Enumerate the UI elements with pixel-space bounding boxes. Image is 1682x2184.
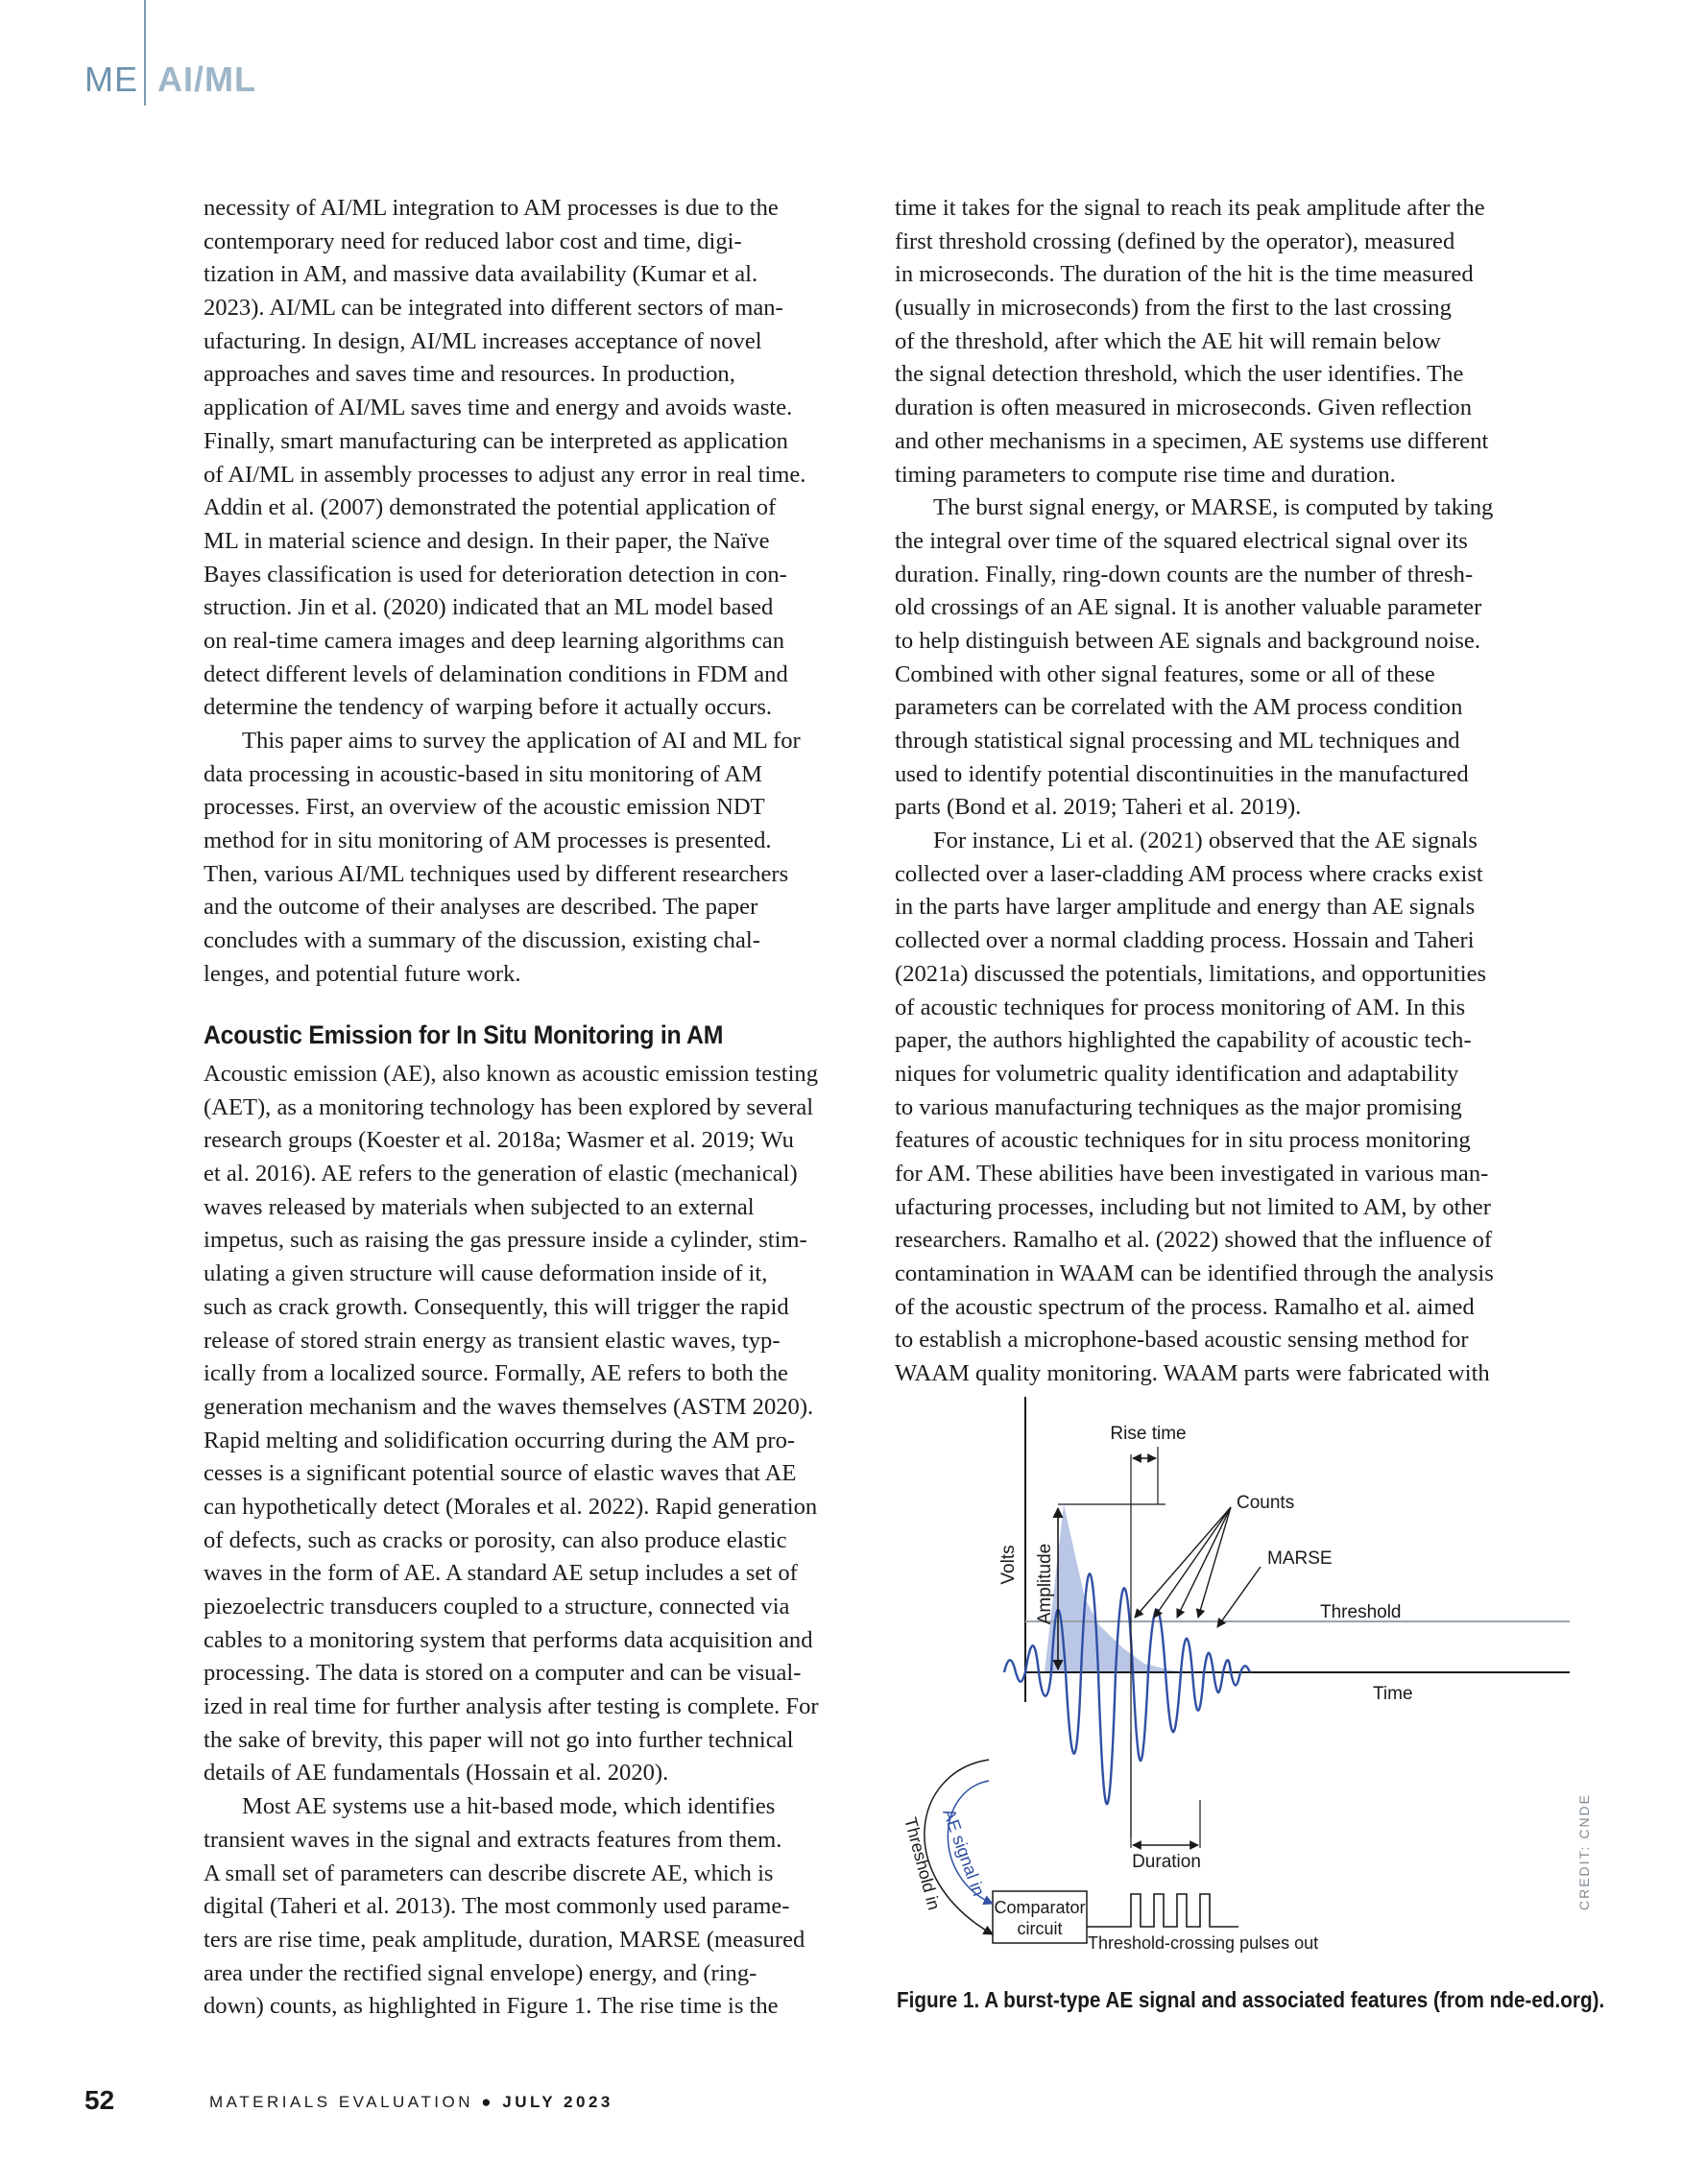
text-line: struction. Jin et al. (2020) indicated that an ML model based	[204, 594, 774, 621]
text-line: method for in situ monitoring of AM processes is presented.	[204, 828, 772, 854]
text-line: timing parameters to compute rise time and duration.	[895, 461, 1396, 488]
right-paragraph-3	[895, 825, 1567, 1391]
text-line: niques for volumetric quality identification and adaptability	[895, 1060, 1459, 1087]
text-line: details of AE fundamentals (Hossain et al. 2020).	[204, 1760, 669, 1787]
text-line: parts (Bond et al. 2019; Taheri et al. 2019).	[895, 794, 1302, 821]
text-line: such as crack growth. Consequently, this will trigger the rapid	[204, 1293, 789, 1320]
label-marse: MARSE	[1267, 1548, 1333, 1569]
text-line: ters are rise time, peak amplitude, duration, MARSE (measured	[204, 1926, 805, 1953]
text-line: necessity of AI/ML integration to AM processes is due to the	[204, 195, 779, 221]
text-line: ized in real time for further analysis after testing is complete. For	[204, 1693, 819, 1720]
text-line: old crossings of an AE signal. It is another valuable parameter	[895, 594, 1482, 621]
text-line: waves in the form of AE. A standard AE setup includes a set of	[204, 1560, 798, 1587]
text-line: This paper aims to survey the application of AI and ML for	[242, 728, 801, 754]
text-line: processing. The data is stored on a computer and can be visual-	[204, 1660, 802, 1687]
text-line: to help distinguish between AE signals and background noise.	[895, 627, 1480, 654]
text-line: (usually in microseconds) from the first to the last crossing	[895, 295, 1452, 322]
label-comparator-line2: circuit	[1017, 1919, 1063, 1938]
text-line: collected over a laser-cladding AM process where cracks exist	[895, 860, 1483, 887]
text-line: of the acoustic spectrum of the process. Ramalho et al. aimed	[895, 1293, 1475, 1320]
text-line: (2021a) discussed the potentials, limitations, and opportunities	[895, 960, 1487, 987]
text-line: ufacturing. In design, AI/ML increases acceptance of novel	[204, 327, 762, 354]
text-line: The burst signal energy, or MARSE, is computed by taking	[933, 494, 1494, 521]
text-line: A small set of parameters can describe discrete AE, which is	[204, 1860, 774, 1886]
text-line: digital (Taheri et al. 2013). The most commonly used parame-	[204, 1893, 790, 1920]
text-line: contamination in WAAM can be identified through the analysis	[895, 1260, 1494, 1286]
text-line: to various manufacturing techniques as the major promising	[895, 1093, 1462, 1120]
text-line: can hypothetically detect (Morales et al. 2022). Rapid generation	[204, 1493, 818, 1520]
text-line: of the threshold, after which the AE hit will remain below	[895, 327, 1441, 354]
label-ae-signal-in: AE signal in	[939, 1806, 989, 1899]
page-number: 52	[84, 2085, 115, 2115]
text-line: cesses is a significant potential source of elastic waves that AE	[204, 1460, 797, 1487]
section-title: AI/ML	[157, 60, 256, 99]
text-line: tization in AM, and massive data availability (Kumar et al.	[204, 261, 758, 288]
text-line: time it takes for the signal to reach its peak amplitude after the	[895, 195, 1485, 221]
right-paragraph-1	[895, 192, 1567, 492]
label-threshold: Threshold	[1320, 1602, 1402, 1622]
text-line: 2023). AI/ML can be integrated into different sectors of man-	[204, 295, 783, 322]
text-line: to establish a microphone-based acoustic sensing method for	[895, 1327, 1469, 1354]
text-line: and other mechanisms in a specimen, AE systems use different	[895, 427, 1489, 454]
text-line: piezoelectric transducers coupled to a structure, connected via	[204, 1594, 790, 1620]
label-amplitude: Amplitude	[1035, 1543, 1055, 1625]
text-line: Combined with other signal features, some or all of these	[895, 660, 1435, 687]
text-line: processes. First, an overview of the acoustic emission NDT	[204, 794, 765, 821]
text-line: release of stored strain energy as transient elastic waves, typ-	[204, 1327, 781, 1354]
footer-issue: JULY 2023	[502, 2093, 613, 2111]
footer-bullet: ●	[481, 2093, 495, 2111]
text-line: Bayes classification is used for deterioration detection in con-	[204, 561, 787, 588]
text-line: WAAM quality monitoring. WAAM parts were fabricated with	[895, 1360, 1490, 1387]
text-line: cables to a monitoring system that performs data acquisition and	[204, 1626, 813, 1653]
footer-journal: MATERIALS EVALUATION	[209, 2093, 473, 2111]
label-counts: Counts	[1237, 1493, 1295, 1513]
label-time: Time	[1373, 1684, 1413, 1704]
text-line: transient waves in the signal and extracts features from them.	[204, 1826, 782, 1853]
section-heading: Acoustic Emission for In Situ Monitoring in AM	[204, 1020, 724, 1049]
text-line: data processing in acoustic-based in situ monitoring of AM	[204, 760, 762, 787]
text-line: on real-time camera images and deep learning algorithms can	[204, 627, 785, 654]
text-line: the integral over time of the squared electrical signal over its	[895, 527, 1468, 554]
text-line: of acoustic techniques for process monitoring of AM. In this	[895, 994, 1466, 1020]
text-line: the signal detection threshold, which the user identifies. The	[895, 361, 1464, 388]
label-duration: Duration	[1132, 1852, 1201, 1872]
text-line: collected over a normal cladding process. Hossain and Taheri	[895, 927, 1475, 954]
label-rise-time: Rise time	[1110, 1424, 1187, 1444]
text-line: the sake of brevity, this paper will not go into further technical	[204, 1726, 794, 1753]
text-line: impetus, such as raising the gas pressure inside a cylinder, stim-	[204, 1227, 807, 1254]
text-line: Acoustic emission (AE), also known as acoustic emission testing	[204, 1061, 819, 1087]
text-line: generation mechanism and the waves themselves (ASTM 2020).	[204, 1393, 814, 1420]
text-line: Finally, smart manufacturing can be interpreted as application	[204, 427, 788, 454]
text-line: Most AE systems use a hit-based mode, which identifies	[242, 1793, 776, 1820]
text-line: duration is often measured in microseconds. Given reflection	[895, 395, 1472, 421]
label-volts: Volts	[998, 1545, 1019, 1585]
label-comparator-line1: Comparator	[994, 1898, 1086, 1917]
text-line: detect different levels of delamination conditions in FDM and	[204, 660, 788, 687]
text-line: research groups (Koester et al. 2018a; Wasmer et al. 2019; Wu	[204, 1127, 794, 1154]
text-line: For instance, Li et al. (2021) observed that the AE signals	[933, 828, 1478, 854]
text-line: and the outcome of their analyses are described. The paper	[204, 894, 758, 921]
text-line: waves released by materials when subjected to an external	[204, 1193, 755, 1220]
text-line: features of acoustic techniques for in situ process monitoring	[895, 1127, 1471, 1154]
text-line: Rapid melting and solidification occurring during the AM pro-	[204, 1427, 796, 1453]
figure-credit: CREDIT: CNDE	[1576, 1792, 1592, 1910]
text-line: (AET), as a monitoring technology has been explored by several	[204, 1093, 814, 1120]
text-line: approaches and saves time and resources. In production,	[204, 361, 735, 388]
text-line: paper, the authors highlighted the capability of acoustic tech-	[895, 1027, 1472, 1054]
text-line: contemporary need for reduced labor cost and time, digi-	[204, 228, 742, 254]
header-rule	[144, 0, 146, 106]
text-line: through statistical signal processing and ML techniques and	[895, 728, 1460, 754]
running-footer	[209, 2093, 613, 2112]
text-line: determine the tendency of warping before it actually occurs.	[204, 694, 773, 721]
label-pulses-out: Threshold-crossing pulses out	[1088, 1933, 1319, 1953]
text-line: area under the rectified signal envelope) energy, and (ring-	[204, 1959, 757, 1986]
text-line: parameters can be correlated with the AM process condition	[895, 694, 1463, 721]
text-line: in microseconds. The duration of the hit is the time measured	[895, 261, 1474, 288]
text-line: ufacturing processes, including but not limited to AM, by other	[895, 1193, 1491, 1220]
text-line: duration. Finally, ring-down counts are the number of thresh-	[895, 561, 1474, 588]
text-line: concludes with a summary of the discussion, existing chal-	[204, 927, 760, 954]
text-line: researchers. Ramalho et al. (2022) showed that the influence of	[895, 1227, 1493, 1254]
left-column	[204, 192, 876, 992]
right-paragraph-2	[895, 492, 1567, 825]
threshold-crossing-pulses	[1087, 1894, 1238, 1927]
text-line: first threshold crossing (defined by the operator), measured	[895, 228, 1455, 254]
text-line: lenges, and potential future work.	[204, 960, 521, 987]
figure-caption: Figure 1. A burst-type AE signal and associated features (from nde-ed.org).	[897, 1987, 1605, 2012]
text-line: ically from a localized source. Formally, AE refers to both the	[204, 1360, 788, 1387]
figure-ae-burst-signal	[893, 1397, 1584, 1954]
right-column	[895, 192, 1567, 1391]
text-line: for AM. These abilities have been investigated in various man-	[895, 1160, 1489, 1187]
text-line: of defects, such as cracks or porosity, can also produce elastic	[204, 1526, 787, 1553]
magazine-abbreviation: ME	[84, 60, 138, 99]
text-line: of AI/ML in assembly processes to adjust any error in real time.	[204, 461, 806, 488]
text-line: down) counts, as highlighted in Figure 1. The rise time is the	[204, 1993, 779, 2020]
left-paragraph-1	[204, 192, 876, 725]
left-paragraph-2	[204, 725, 876, 992]
label-threshold-in: Threshold in	[901, 1814, 945, 1912]
text-line: in the parts have larger amplitude and energy than AE signals	[895, 894, 1476, 921]
left-paragraph-4	[204, 1790, 876, 2024]
text-line: Then, various AI/ML techniques used by different researchers	[204, 860, 789, 887]
text-line: ulating a given structure will cause deformation inside of it,	[204, 1260, 768, 1287]
text-line: et al. 2016). AE refers to the generation of elastic (mechanical)	[204, 1161, 798, 1188]
text-line: used to identify potential discontinuities in the manufactured	[895, 760, 1469, 787]
text-line: Addin et al. (2007) demonstrated the potential application of	[204, 494, 777, 521]
text-line: ML in material science and design. In their paper, the Naïve	[204, 527, 770, 554]
left-paragraph-3	[204, 1058, 876, 1790]
text-line: application of AI/ML saves time and energy and avoids waste.	[204, 395, 793, 421]
left-column-lower	[204, 1058, 876, 2024]
